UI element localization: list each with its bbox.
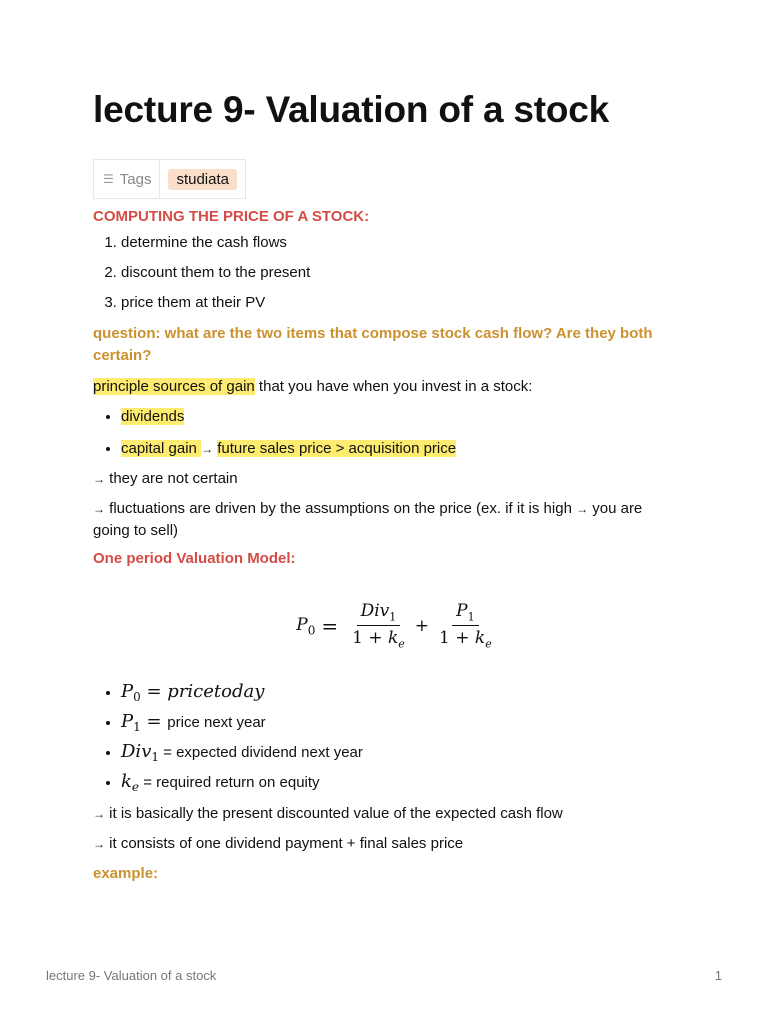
list-icon: ☰ xyxy=(103,172,114,186)
tag-chip[interactable]: studiata xyxy=(168,169,237,190)
tags-label: ☰ Tags xyxy=(94,160,160,198)
arrow-icon: → xyxy=(201,442,214,456)
list-item: 2. discount them to the present xyxy=(121,258,683,288)
tags-value[interactable] xyxy=(160,171,245,188)
arrow-icon: → xyxy=(93,836,105,851)
page-number: 1 xyxy=(714,968,722,983)
section-heading-one-period: One period Valuation Model: xyxy=(93,550,296,567)
arrow-icon: → xyxy=(93,806,105,821)
valuation-formula: $P_0$ = $\frac{Div_1}{1 + k_e}$ + $\frac{P_1}{1 + k_e}$ xyxy=(113,601,683,651)
page-title: lecture 9- Valuation of a stock xyxy=(93,89,610,130)
tags-property xyxy=(93,159,246,199)
list-item: 3. price them at their PV xyxy=(121,288,683,318)
note-dividend-payment: → it consists of one dividend payment + final sales price xyxy=(93,834,464,852)
list-item: • $k_e$ = required return on equity xyxy=(121,767,683,797)
list-item: • $P_0$ = pricetoday xyxy=(121,677,683,707)
note-fluctuations: → fluctuations are driven by the assumptions on the price (ex. if it is high → you are going to sell) xyxy=(93,500,643,539)
question-heading: question: what are the two items that compose stock cash flow? Are they both certain? xyxy=(93,325,653,364)
note-present-value: → it is basically the present discounted value of the expected cash flow xyxy=(93,804,563,822)
highlight-text: principle sources of gain xyxy=(93,378,255,395)
section-heading-computing-price: COMPUTING THE PRICE OF A STOCK: xyxy=(93,208,370,225)
steps-list xyxy=(93,228,683,318)
list-item: • capital gain → future sales price > acquisition price xyxy=(121,438,683,460)
fraction-dividend: $\frac{Div_1}{1 + k_e}$ xyxy=(352,601,405,651)
arrow-icon: → xyxy=(93,502,105,516)
sources-list xyxy=(93,406,683,460)
definitions-list xyxy=(93,677,683,797)
arrow-icon: → xyxy=(93,472,105,486)
page-footer xyxy=(46,968,722,983)
fraction-price: $\frac{P_1}{1 + k_e}$ xyxy=(439,601,492,651)
arrow-icon: → xyxy=(576,502,589,516)
sources-paragraph: principle sources of gain that you have when you invest in a stock: xyxy=(93,378,533,395)
footer-title: lecture 9- Valuation of a stock xyxy=(46,968,217,983)
example-heading: example: xyxy=(93,864,159,882)
list-item: • Div$_1$ = expected dividend next year xyxy=(121,737,683,767)
list-item: • dividends xyxy=(121,406,683,428)
page-content xyxy=(93,88,683,885)
note-not-certain: → they are not certain xyxy=(93,470,238,487)
list-item: • $P_1$ = price next year xyxy=(121,707,683,737)
list-item: 1. determine the cash flows xyxy=(121,228,683,258)
